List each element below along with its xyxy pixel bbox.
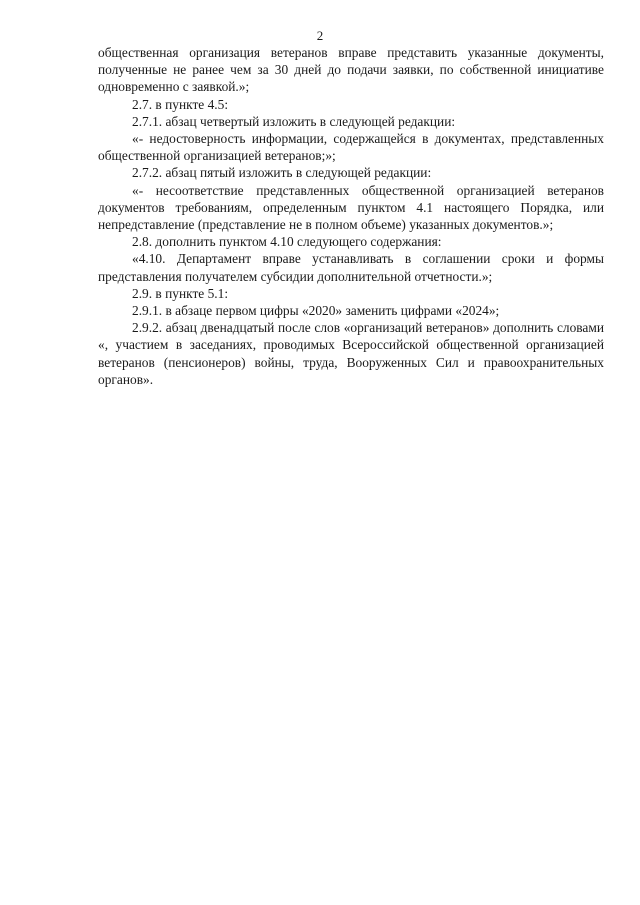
paragraph-quote-4-10: «4.10. Департамент вправе устанавливать в соглашении сроки и формы представления получателем субсидии дополнительной отчетности.»; <box>98 251 604 284</box>
document-body <box>98 44 604 388</box>
paragraph-item-2-8: 2.8. дополнить пунктом 4.10 следующего содержания: <box>132 234 442 250</box>
paragraph-item-2-7-2: 2.7.2. абзац пятый изложить в следующей редакции: <box>132 165 432 181</box>
paragraph-item-2-9: 2.9. в пункте 5.1: <box>132 285 229 301</box>
paragraph-quote-4-5-fifth: «- несоответствие представленных общественной организацией ветеранов документов требованиям, определенным пунктом 4.1 настоящего Порядка, или непредставление (представление не в полном объеме) указанных документов.»; <box>98 182 604 233</box>
paragraph-item-2-7-1: 2.7.1. абзац четвертый изложить в следующей редакции: <box>132 113 456 129</box>
page-number: 2 <box>316 28 324 43</box>
paragraph-quote-4-5-fourth: «- недостоверность информации, содержащейся в документах, представленных общественной организацией ветеранов;»; <box>98 131 604 164</box>
paragraph-item-2-9-2: 2.9.2. абзац двенадцатый после слов «организаций ветеранов» дополнить словами «, участием в заседаниях, проводимых Всероссийской общественной организацией ветеранов (пенсионеров) войны, труда, Вооруженных Сил и правоохранительных органов». <box>98 320 604 387</box>
paragraph-item-2-7: 2.7. в пункте 4.5: <box>132 96 229 112</box>
paragraph-item-2-9-1: 2.9.1. в абзаце первом цифры «2020» заменить цифрами «2024»; <box>132 303 500 319</box>
paragraph-continuation: общественная организация ветеранов вправе представить указанные документы, полученные не ранее чем за 30 дней до подачи заявки, по собственной инициативе одновременно с заявкой.»; <box>98 45 604 95</box>
